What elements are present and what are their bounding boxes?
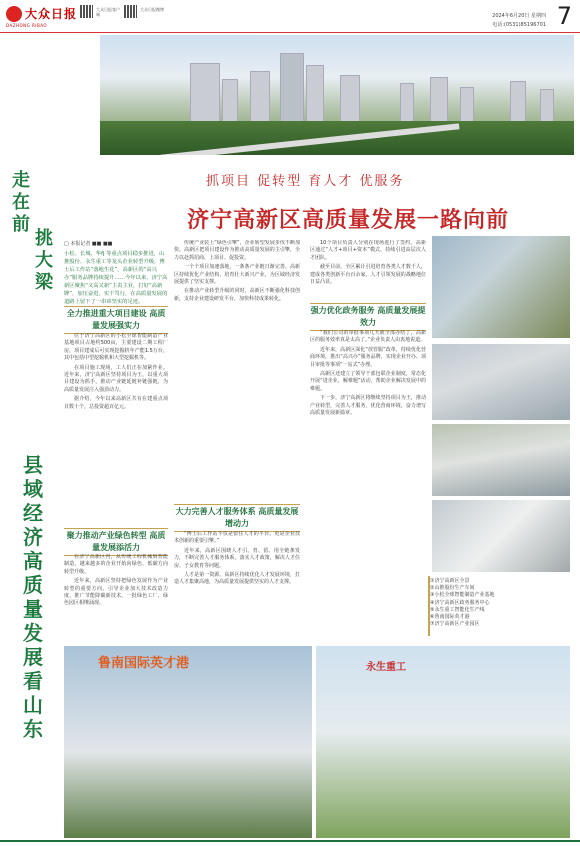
subhead-1: 全力推进重大项目建设 高质量发展强实力 bbox=[64, 305, 168, 335]
page-number: 7 bbox=[556, 2, 572, 30]
article-kicker: 抓项目 促转型 育人才 优服务 bbox=[206, 174, 405, 189]
qr-label-1: 大众日报客户端 bbox=[96, 7, 120, 17]
side-slogan-1: 走在前 bbox=[12, 170, 30, 235]
company-sign: 永生重工 bbox=[366, 662, 406, 673]
section-column-title: 县域经济高质量发展看山东 bbox=[23, 453, 43, 741]
article-column-1: 位于济宁高新区的小松全球智能制造产业基地项目占地约500亩，主要建设二期工程厂房，项目建成后可实现挖掘机年产能1.5万台，其中包括中型挖掘机和大型挖掘机等。 在项目施工现场，工人们正在加紧作业。近年来，济宁高新区坚持项目为王，以重大项目建设为抓手，推动产业链延链补链强链，为高质量发展注入强劲动力。 据介绍，今年以来高新区共有在建重点项目数十个，总投资超百亿元。 bbox=[64, 333, 168, 410]
subhead-4: 强力优化政务服务 高质量发展提效力 bbox=[310, 302, 426, 332]
article-column-2b: “博士后工作站不仅是留住人才的平台，更是企业技术创新的重要引擎。” 近年来，高新区围绕人才引、育、留、用全链条发力，不断完善人才服务体系，落实人才政策，解决人才住房、子女教育等问题。 人才是第一资源。高新区持续优化人才发展环境，打造人才集聚高地，为高质量发展提供坚实的人才支撑。 bbox=[174, 531, 300, 586]
qr-code-icon bbox=[124, 5, 137, 18]
subhead-2: 聚力推动产业绿色转型 高质量发展添活力 bbox=[64, 527, 168, 557]
side-slogan-2: 挑大梁 bbox=[35, 228, 53, 293]
article-column-3b: “我们公司的审批事项几天就全部办结了，高新区的服务效率真是太高了。”企业负责人由衷地说道。 近年来，高新区深化“放管服”改革，持续优化营商环境，推出“高兴办”服务品牌，实现企业开办、项目审批等事项“一站式”办理。 高新区还建立了领导干部包联企业制度，常态化开展“进企业、解难题”活动，帮助企业解决发展中的难题。 下一步，济宁高新区将继续坚持项目为王，推动产业转型，完善人才服务，优化营商环境，奋力谱写高质量发展新篇章。 bbox=[310, 330, 426, 417]
photo-service-hall bbox=[432, 500, 570, 572]
article-column-2: 传统产业装上“绿色引擎”，企业转型发展步伐不断加快。高新区把项目建设作为推动高质量发展的主引擎，全力以赴抓招商、上项目、促投资。 一个个项目加速落地，一条条产业链日渐完善。高新区持续优化产业结构，培育壮大新兴产业，为区域经济发展提供了坚实支撑。 在推动产业转型升级的同时，高新区不断强化科技创新，支持企业建设研发平台，加快科技成果转化。 bbox=[174, 240, 300, 302]
qr-code-icon bbox=[80, 5, 93, 18]
photo-machinery-assembly bbox=[432, 424, 570, 496]
newspaper-subtitle: DAZHONG RIBAO bbox=[6, 23, 48, 28]
photo-captions: ①济宁高新区全景 ②山推股份生产车间 ③小松全球智能制造产业基地 ④济宁高新区政务服务中心 ⑤永生重工智能化生产线 ⑥鲁南国际英才港 ⑦济宁高新区产业园区 bbox=[430, 578, 495, 628]
aerial-city-photo bbox=[100, 35, 574, 155]
photo-talent-port-building bbox=[64, 646, 312, 838]
article-column-3: 10个项目负责人分别在现场进行了签约。高新区通过“人才+项目+资本”模式，持续引进高层次人才团队。 截至目前，全区累计引进培育各类人才数千人，建成各类创新平台百余家，人才引领发展的战略地位日益凸显。 bbox=[310, 240, 426, 286]
qr-label-2: 大众日报微博 bbox=[140, 7, 164, 12]
subhead-3: 大力完善人才服务体系 高质量发展增动力 bbox=[174, 503, 300, 533]
article-column-1b: 在济宁高新区内，从传统工程机械到智能制造，越来越多的企业开始向绿色、低碳方向转型升级。 近年来，高新区坚持把绿色发展作为产业转型的重要方向，引导企业加大技术改造力度，推广节能降碳新技术，一批绿色工厂、绿色园区相继涌现。 bbox=[64, 554, 168, 607]
masthead bbox=[0, 0, 580, 33]
phone-number: 电话:(0531)85196701 bbox=[492, 22, 546, 28]
photo-industrial-park bbox=[316, 646, 570, 838]
bottom-rule bbox=[0, 840, 580, 842]
photo-factory-workshop bbox=[432, 236, 570, 338]
newspaper-logo-icon bbox=[6, 6, 22, 22]
article-byline: □ 本报记者 ■■ ■■ bbox=[64, 241, 113, 247]
issue-date: 2024年6月20日 星期四 bbox=[492, 13, 546, 19]
talent-port-sign: 鲁南国际英才港 bbox=[98, 656, 190, 671]
article-headline: 济宁高新区高质量发展一路向前 bbox=[186, 207, 509, 233]
article-lead: 小松、长城、华fj 等重点项目稳步推进，山推股份、永生重工等龙头企业转型升级，博士后工作站“落地生花”，高新区的“高兴办”服务品牌持续提升……今年以来，济宁高新区聚焦“又高又新”主责主业，打好“高新牌”，加压奋进，实干笃行，在高质量发展的道路上留下了一串串坚实的足迹。 bbox=[64, 251, 168, 305]
photo-production-line bbox=[432, 344, 570, 420]
newspaper-name: 大众日报 bbox=[25, 7, 78, 21]
